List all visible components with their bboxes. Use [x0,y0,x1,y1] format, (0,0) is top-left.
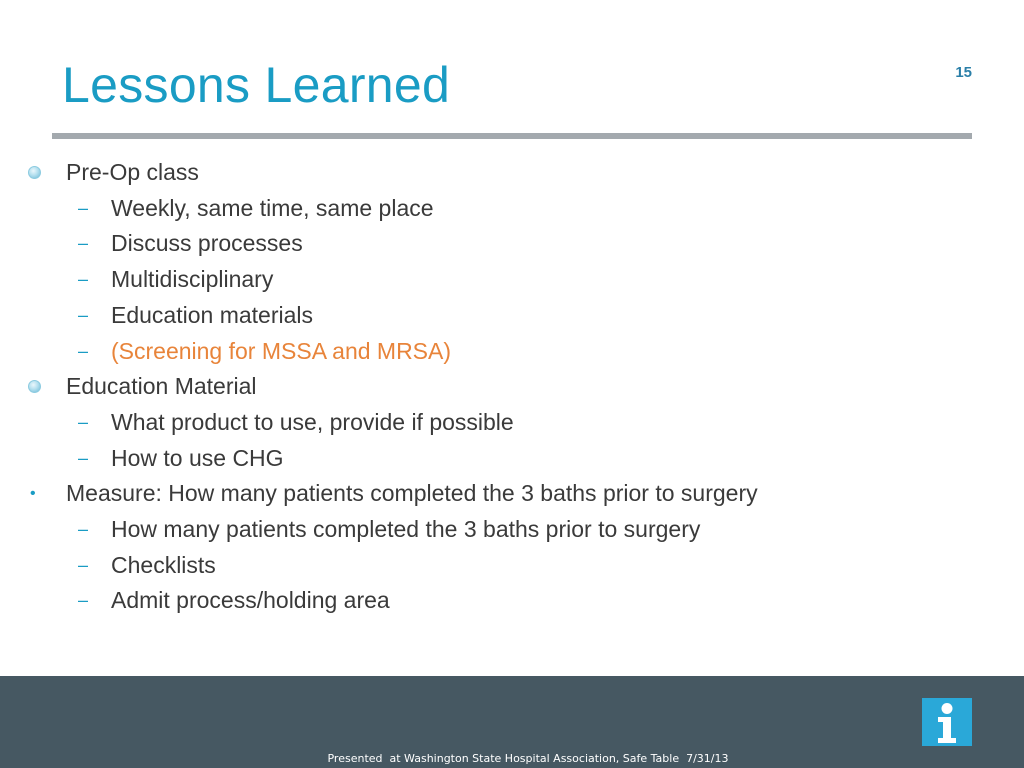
list-item-text: Measure: How many patients completed the 3 baths prior to surgery [66,480,758,507]
list-item-text: Weekly, same time, same place [111,194,434,221]
list-item-text: (Screening for MSSA and MRSA) [111,337,452,364]
list-item-text: Discuss processes [111,230,303,257]
list-item-text: How to use CHG [111,444,284,471]
title-divider [52,133,972,139]
slide-number: 15 [955,64,972,81]
circle-bullet-icon [28,380,41,393]
list-item [0,583,1024,619]
dash-bullet-icon: – [78,519,89,540]
footer-caption: Presented at Washington State Hospital Association, Safe Table 7/31/13 [327,752,729,765]
footer-bar [0,676,1024,768]
dash-bullet-icon: – [78,590,89,611]
list-item-text: Education materials [111,301,313,328]
list-item-highlighted [0,334,1024,370]
list-item [0,441,1024,477]
list-item-text: How many patients completed the 3 baths prior to surgery [111,516,701,543]
dash-bullet-icon: – [78,447,89,468]
dot-bullet-icon: • [30,485,36,503]
list-item-text: Multidisciplinary [111,266,274,293]
list-item [0,155,1024,191]
dash-bullet-icon: – [78,233,89,254]
list-item [0,548,1024,584]
dash-bullet-icon: – [78,304,89,325]
info-logo-icon [922,698,972,746]
list-item [0,512,1024,548]
list-item [0,262,1024,298]
circle-bullet-icon [28,166,41,179]
list-item-text: What product to use, provide if possible [111,408,514,435]
list-item-text: Checklists [111,551,216,578]
list-item [0,405,1024,441]
dash-bullet-icon: – [78,340,89,361]
list-item [0,226,1024,262]
list-item-text: Education Material [66,373,257,400]
list-item-text: Admit process/holding area [111,587,390,614]
list-item [0,476,1024,512]
list-item [0,369,1024,405]
list-item [0,298,1024,334]
dash-bullet-icon: – [78,411,89,432]
dash-bullet-icon: – [78,554,89,575]
list-item [0,191,1024,227]
bullet-list [0,155,1024,619]
slide-title: Lessons Learned [62,57,451,113]
dash-bullet-icon: – [78,197,89,218]
dash-bullet-icon: – [78,269,89,290]
list-item-text: Pre-Op class [66,159,199,185]
